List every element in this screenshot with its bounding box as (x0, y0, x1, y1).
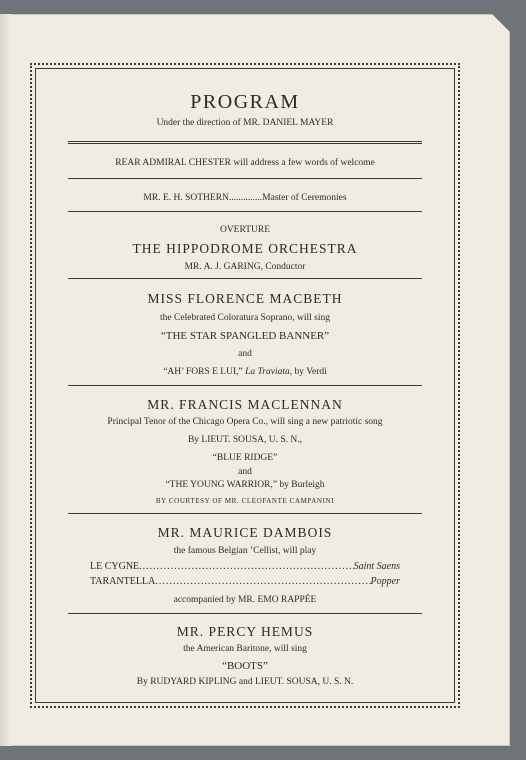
maclennan-song1: “BLUE RIDGE” (212, 453, 278, 463)
hemus-song: “BOOTS” (222, 660, 268, 672)
divider (68, 385, 422, 386)
mc-name: MR. E. H. SOTHERN (143, 193, 229, 203)
dambois-piece1: LE CYGNE (90, 561, 140, 572)
program-frame (30, 63, 460, 708)
macbeth-song2 (68, 367, 422, 377)
maclennan-desc: Principal Tenor of the Chicago Opera Co., will sing a new patriotic song (107, 417, 383, 427)
dambois-piece-row (90, 576, 400, 587)
overture-label: OVERTURE (219, 225, 271, 235)
maclennan-song2: “THE YOUNG WARRIOR,” by Burleigh (165, 480, 325, 490)
mc-leader-dots: .............. (228, 193, 263, 203)
leader-dots (155, 576, 370, 587)
divider (68, 178, 422, 179)
program-title: PROGRAM (190, 91, 300, 113)
dambois-name: MR. MAURICE DAMBOIS (157, 525, 333, 540)
macbeth-song2-opera: La Traviata, (245, 367, 293, 377)
dambois-piece2: TARANTELLA (90, 576, 156, 587)
welcome-address: REAR ADMIRAL CHESTER will address a few words of welcome (115, 158, 375, 168)
title-divider (68, 141, 422, 144)
dambois-composer1: Saint Saens (353, 561, 400, 572)
maclennan-name: MR. FRANCIS MACLENNAN (147, 397, 343, 412)
overture-conductor: MR. A. J. GARING, Conductor (184, 262, 306, 272)
macbeth-song2-title: “AH’ FORS E LUI,” (163, 367, 243, 377)
leader-dots (139, 561, 353, 572)
mc-role: Master of Ceremonies (262, 193, 347, 203)
macbeth-song2-composer: by Verdi (294, 367, 327, 377)
macbeth-desc: the Celebrated Coloratura Soprano, will sing (160, 313, 330, 323)
hemus-name: MR. PERCY HEMUS (176, 624, 314, 639)
divider (68, 513, 422, 514)
dambois-piece-row (90, 561, 400, 572)
hemus-desc: the American Baritone, will sing (183, 644, 307, 654)
dambois-composer2: Popper (370, 576, 400, 587)
page-spine-shadow (0, 14, 12, 746)
master-of-ceremonies (68, 193, 422, 203)
divider (68, 211, 422, 212)
page-corner-fold (492, 14, 510, 32)
dambois-desc: the famous Belgian ’Cellist, will play (173, 546, 317, 556)
divider (68, 613, 422, 614)
macbeth-and: and (238, 349, 252, 359)
maclennan-and: and (238, 467, 252, 477)
hemus-by: By RUDYARD KIPLING and LIEUT. SOUSA, U. S. N. (136, 677, 354, 687)
macbeth-song1: “THE STAR SPANGLED BANNER” (160, 330, 330, 342)
dambois-accompanied: accompanied by MR. EMO RAPPÉE (173, 595, 317, 605)
direction-line: Under the direction of MR. DANIEL MAYER (156, 118, 334, 128)
maclennan-by: By LIEUT. SOUSA, U. S. N., (187, 435, 303, 445)
macbeth-name: MISS FLORENCE MACBETH (147, 291, 343, 306)
maclennan-courtesy: BY COURTESY OF MR. CLEOFANTE CAMPANINI (155, 497, 335, 505)
overture-performer: THE HIPPODROME ORCHESTRA (132, 241, 358, 256)
divider (68, 278, 422, 279)
